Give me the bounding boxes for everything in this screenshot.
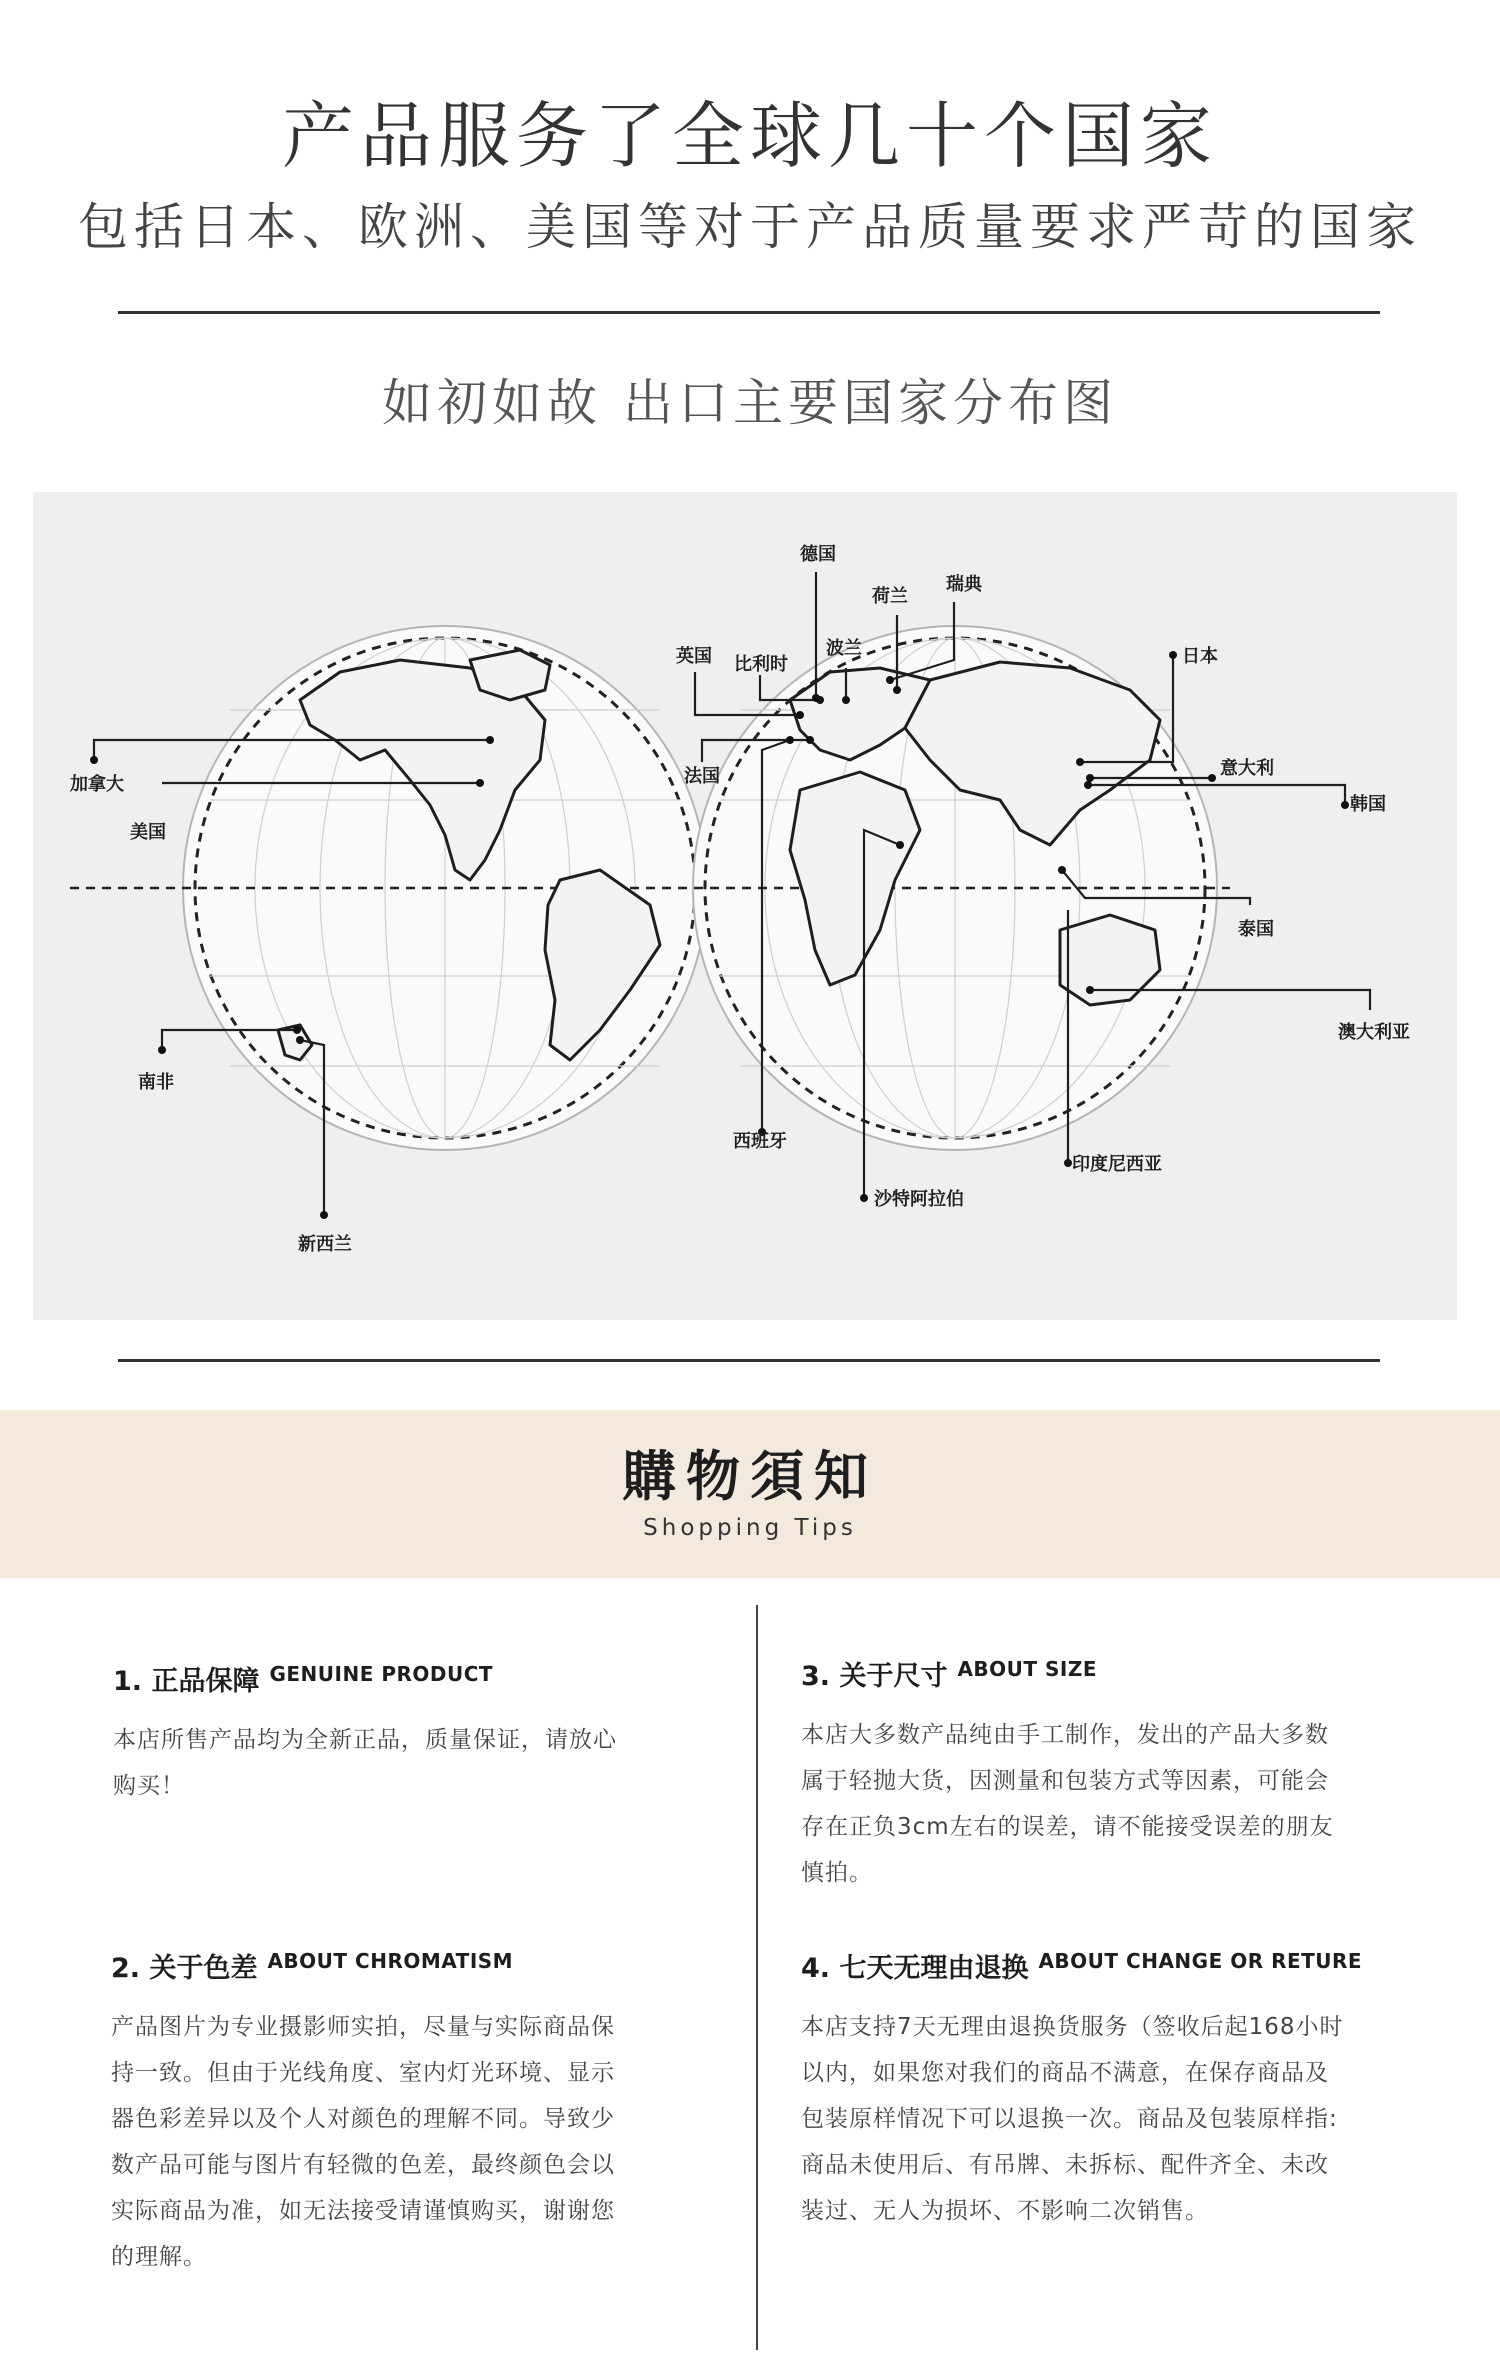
top-divider xyxy=(118,311,1380,314)
tip-body-line: 产品图片为专业摄影师实拍，尽量与实际商品保 xyxy=(111,2014,615,2040)
world-map-panel xyxy=(33,492,1457,1320)
label-usa: 美国 xyxy=(130,822,166,843)
label-italy: 意大利 xyxy=(1220,758,1274,779)
tip-heading-zh: 1. 正品保障 xyxy=(113,1666,260,1697)
tip-body-line: 数产品可能与图片有轻微的色差，最终颜色会以 xyxy=(111,2152,615,2178)
column-divider xyxy=(756,1605,758,2350)
tip-heading xyxy=(801,1949,1441,1984)
tip-heading-zh: 2. 关于色差 xyxy=(111,1953,258,1984)
label-korea: 韩国 xyxy=(1350,794,1386,815)
label-thailand: 泰国 xyxy=(1238,919,1274,940)
tip-body-line: 持一致。但由于光线角度、室内灯光环境、显示 xyxy=(111,2060,615,2086)
label-australia: 澳大利亚 xyxy=(1338,1022,1410,1043)
tip-heading-zh: 4. 七天无理由退换 xyxy=(801,1953,1029,1984)
label-saudi-arabia: 沙特阿拉伯 xyxy=(874,1189,964,1210)
tip-body-line: 购买！ xyxy=(113,1773,185,1799)
label-netherlands: 荷兰 xyxy=(872,586,908,607)
tip-about-size xyxy=(801,1657,1421,1896)
tip-genuine-product xyxy=(113,1662,693,1809)
tip-heading-en: GENUINE PRODUCT xyxy=(269,1662,494,1686)
tip-body-line: 本店支持7天无理由退换货服务（签收后起168小时 xyxy=(801,2014,1344,2040)
label-germany: 德国 xyxy=(800,544,836,565)
label-south-africa: 南非 xyxy=(138,1072,174,1093)
tip-body-line: 装过、无人为损坏、不影响二次销售。 xyxy=(801,2198,1209,2224)
tip-body-line: 的理解。 xyxy=(111,2244,207,2270)
tip-heading-zh: 3. 关于尺寸 xyxy=(801,1661,948,1692)
tip-body xyxy=(801,2004,1441,2234)
tip-body-line: 存在正负3cm左右的误差，请不能接受误差的朋友 xyxy=(801,1814,1334,1840)
label-poland: 波兰 xyxy=(826,638,862,659)
tip-body-line: 器色彩差异以及个人对颜色的理解不同。导致少 xyxy=(111,2106,615,2132)
tip-body-line: 商品未使用后、有吊牌、未拆标、配件齐全、未改 xyxy=(801,2152,1329,2178)
tip-heading-en: ABOUT CHANGE OR RETURE xyxy=(1038,1949,1363,1973)
tip-heading xyxy=(113,1662,693,1697)
tip-body xyxy=(111,2004,701,2280)
tip-change-or-return xyxy=(801,1949,1441,2234)
tip-body xyxy=(801,1712,1421,1896)
page-subheadline: 包括日本、欧洲、美国等对于产品质量要求严苛的国家 xyxy=(78,198,1422,256)
page-headline: 产品服务了全球几十个国家 xyxy=(281,94,1218,178)
tip-chromatism xyxy=(111,1949,701,2280)
label-uk: 英国 xyxy=(676,646,712,667)
tip-heading-en: ABOUT CHROMATISM xyxy=(267,1949,514,1973)
tip-body-line: 以内，如果您对我们的商品不满意，在保存商品及 xyxy=(801,2060,1329,2086)
label-spain: 西班牙 xyxy=(733,1131,787,1152)
tip-body xyxy=(113,1717,693,1809)
label-japan: 日本 xyxy=(1182,646,1218,667)
map-title: 如初如故 出口主要国家分布图 xyxy=(382,374,1118,432)
label-sweden: 瑞典 xyxy=(946,574,982,595)
tip-body-line: 属于轻抛大货，因测量和包装方式等因素，可能会 xyxy=(801,1768,1329,1794)
label-belgium: 比利时 xyxy=(734,654,788,675)
tip-body-line: 包装原样情况下可以退换一次。商品及包装原样指: xyxy=(801,2106,1338,2132)
tip-body-line: 本店大多数产品纯由手工制作，发出的产品大多数 xyxy=(801,1722,1329,1748)
map-bottom-divider xyxy=(118,1359,1380,1362)
label-france: 法国 xyxy=(684,766,720,787)
shopping-tips-subtitle: Shopping Tips xyxy=(643,1515,857,1541)
tip-body-line: 慎拍。 xyxy=(801,1860,873,1886)
tip-heading xyxy=(111,1949,701,1984)
tip-body-line: 实际商品为准，如无法接受请谨慎购买，谢谢您 xyxy=(111,2198,615,2224)
label-canada: 加拿大 xyxy=(70,774,124,795)
tip-body-line: 本店所售产品均为全新正品，质量保证，请放心 xyxy=(113,1727,617,1753)
label-new-zealand: 新西兰 xyxy=(298,1234,352,1255)
tip-heading xyxy=(801,1657,1421,1692)
label-indonesia: 印度尼西亚 xyxy=(1072,1154,1162,1175)
shopping-tips-title: 購物須知 xyxy=(622,1445,878,1508)
world-map-illustration xyxy=(33,492,1457,1320)
tip-heading-en: ABOUT SIZE xyxy=(957,1657,1098,1681)
